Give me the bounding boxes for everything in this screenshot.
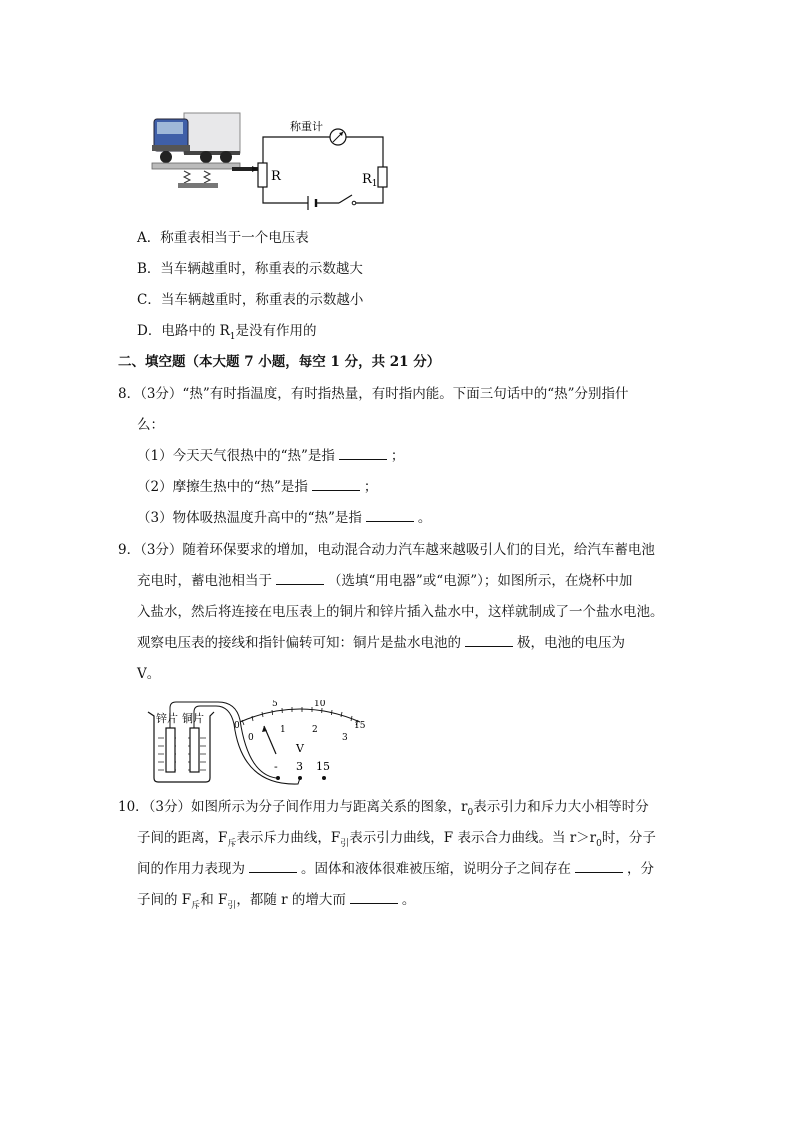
- scale-outer-10: 10: [314, 700, 326, 709]
- answer-blank[interactable]: [276, 572, 324, 585]
- q7-option-d: D．电路中的 $R_1$是没有作用的: [137, 323, 317, 342]
- voltmeter-unit: V: [296, 742, 304, 755]
- q7-option-b: B．当车辆越重时，称重表的示数越大: [137, 261, 363, 277]
- section-heading: 二、填空题（本大题 7 小题，每空 1 分，共 21 分）: [118, 354, 441, 370]
- voltmeter-scale-arc: [240, 709, 360, 722]
- answer-blank[interactable]: [465, 634, 513, 647]
- weighing-circuit-figure: [140, 105, 400, 215]
- terminal-15-label: 15: [316, 760, 330, 773]
- answer-blank[interactable]: [312, 478, 360, 491]
- q9-line-3: 入盐水，然后将连接在电压表上的铜片和锌片插入盐水中，这样就制成了一个盐水电池。: [137, 604, 664, 620]
- terminal-neg: [276, 776, 280, 780]
- scale-inner-0: 0: [248, 733, 254, 743]
- q10-line-2: 子间的距离，$F_斥$表示斥力曲线，$F_引$表示引力曲线，F 表示合力曲线。当 $r>r_0$时，分子: [137, 830, 656, 849]
- saltwater-battery-figure: [140, 700, 380, 790]
- voltmeter-scale-ticks: [242, 707, 358, 725]
- q9-line-2: 充电时，蓄电池相当于 （选填“用电器”或“电源”）；如图所示，在烧杯中加: [137, 573, 633, 589]
- terminal-15: [322, 776, 326, 780]
- terminal-3: [298, 776, 302, 780]
- q7-option-c: C．当车辆越重时，称重表的示数越小: [137, 292, 364, 308]
- q10-line-1: 10．（3分）如图所示为分子间作用力与距离关系的图象，$r_0$表示引力和斥力大小相等时分: [118, 799, 649, 818]
- resistor-r: [258, 163, 267, 187]
- q10-line-4: 子间的 $F_斥$和 $F_引$，都随 r 的增大而 。: [137, 892, 416, 911]
- circuit-wires: [263, 137, 383, 203]
- q8-item-3: （3）物体吸热温度升高中的“热”是指 。: [137, 510, 432, 526]
- q7-option-a: A．称重表相当于一个电压表: [137, 230, 309, 246]
- scale-inner-2: 2: [312, 725, 318, 735]
- weight-meter: [330, 129, 346, 145]
- terminal-neg-label: -: [274, 760, 278, 773]
- copper-label: 铜片: [182, 712, 204, 725]
- scale-inner-1: 1: [280, 725, 286, 735]
- needle-tip: [262, 726, 267, 732]
- truck-image: [152, 113, 260, 188]
- resistor-r1-label: $R_1$: [362, 172, 378, 189]
- scale-inner-3: 3: [342, 733, 348, 743]
- terminal-3-label: 3: [296, 760, 303, 773]
- answer-blank[interactable]: [366, 509, 414, 522]
- answer-blank[interactable]: [249, 860, 297, 873]
- q8-item-2: （2）摩擦生热中的“热”是指 ；: [137, 479, 378, 495]
- copper-plate: [190, 728, 199, 772]
- q9-line-4: 观察电压表的接线和指针偏转可知：铜片是盐水电池的 极，电池的电压为: [137, 635, 625, 651]
- scale-outer-5: 5: [272, 700, 278, 709]
- resistor-r-label: R: [271, 169, 281, 184]
- q8-item-1: （1）今天天气很热中的“热”是指 ；: [137, 448, 405, 464]
- q9-line-5: V。: [137, 666, 161, 682]
- zinc-plate: [166, 728, 175, 772]
- q8-line-1: 8．（3分）“热”有时指温度，有时指热量，有时指内能。下面三句话中的“热”分别指什: [118, 386, 629, 402]
- scale-outer-15: 15: [354, 721, 366, 731]
- slider-arrow: [252, 166, 258, 172]
- q9-line-1: 9．（3分）随着环保要求的增加，电动混合动力汽车越来越吸引人们的目光，给汽车蓄电池: [118, 542, 655, 558]
- meter-label: 称重计: [290, 120, 323, 133]
- resistor-r1: [378, 167, 387, 187]
- q10-line-3: 间的作用力表现为 。固体和液体很难被压缩，说明分子之间存在 ，分: [137, 861, 654, 877]
- q8-line-2: 么：: [137, 417, 164, 433]
- battery-symbol: [308, 196, 316, 210]
- answer-blank[interactable]: [339, 447, 387, 460]
- zinc-label: 锌片: [156, 712, 178, 725]
- answer-blank[interactable]: [575, 860, 623, 873]
- scale-outer-0: 0: [234, 721, 240, 731]
- answer-blank[interactable]: [350, 891, 398, 904]
- switch-symbol: [339, 195, 356, 205]
